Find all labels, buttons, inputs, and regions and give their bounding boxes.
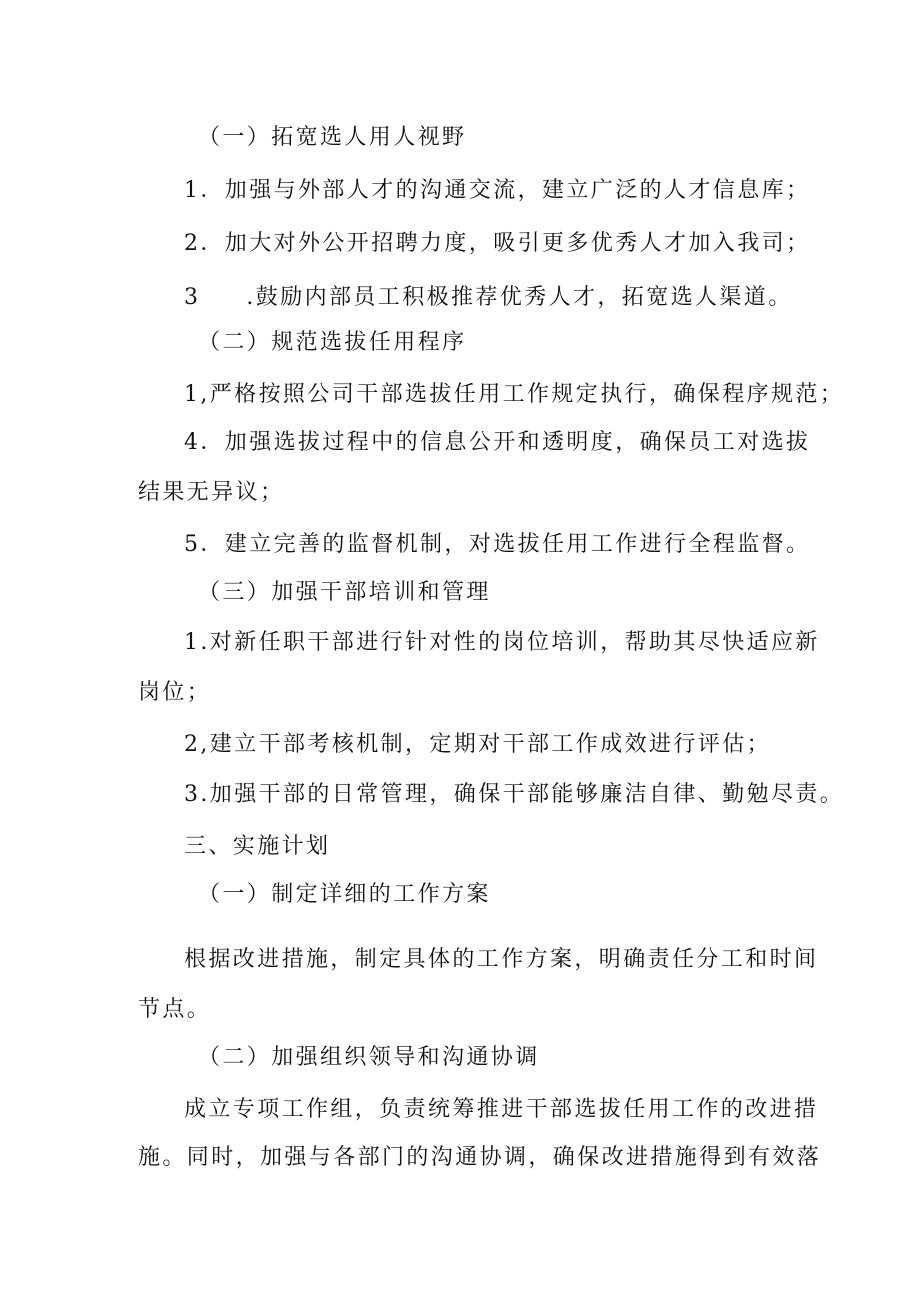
list-item: 5．建立完善的监督机制，对选拔任用工作进行全程监督。 (184, 532, 811, 557)
section-heading-3: （三）加强干部培训和管理 (198, 580, 491, 605)
section-heading-4: （一）制定详细的工作方案 (198, 882, 491, 907)
list-item: 1,严格按照公司干部选拔任用工作规定执行，确保程序规范； (184, 382, 845, 407)
list-item: 1．加强与外部人才的沟通交流，建立广泛的人才信息库； (184, 178, 811, 203)
list-item: 3.加强干部的日常管理，确保干部能够廉洁自律、勤勉尽责。 (184, 782, 845, 807)
list-item: 2,建立干部考核机制，定期对干部工作成效进行评估； (184, 732, 771, 757)
list-item-continuation: 结果无异议； (138, 480, 285, 505)
chapter-heading: 三、实施计划 (184, 834, 331, 859)
paragraph-line: 施。同时，加强与各部门的沟通协调，确保改进措施得到有效落 (138, 1145, 822, 1170)
section-heading-2: （二）规范选拔任用程序 (198, 330, 467, 355)
list-item: 1.对新任职干部进行针对性的岗位培训，帮助其尽快适应新 (184, 630, 820, 655)
list-item-continuation: 岗位； (138, 680, 212, 705)
list-item (184, 283, 793, 313)
list-text: .鼓励内部员工积极推荐优秀人才，拓宽选人渠道。 (246, 285, 793, 310)
list-number: 3 (184, 285, 201, 310)
list-item: 4．加强选拔过程中的信息公开和透明度，确保员工对选拔 (184, 430, 811, 455)
paragraph-line: 节点。 (138, 997, 212, 1022)
section-heading-5: （二）加强组织领导和沟通协调 (198, 1045, 540, 1070)
paragraph-line: 根据改进措施，制定具体的工作方案，明确责任分工和时间 (184, 947, 819, 972)
list-item: 2．加大对外公开招聘力度，吸引更多优秀人才加入我司； (184, 231, 811, 256)
section-heading-1: （一）拓宽选人用人视野 (198, 125, 467, 150)
paragraph-line: 成立专项工作组，负责统筹推进干部选拔任用工作的改进措 (184, 1097, 819, 1122)
